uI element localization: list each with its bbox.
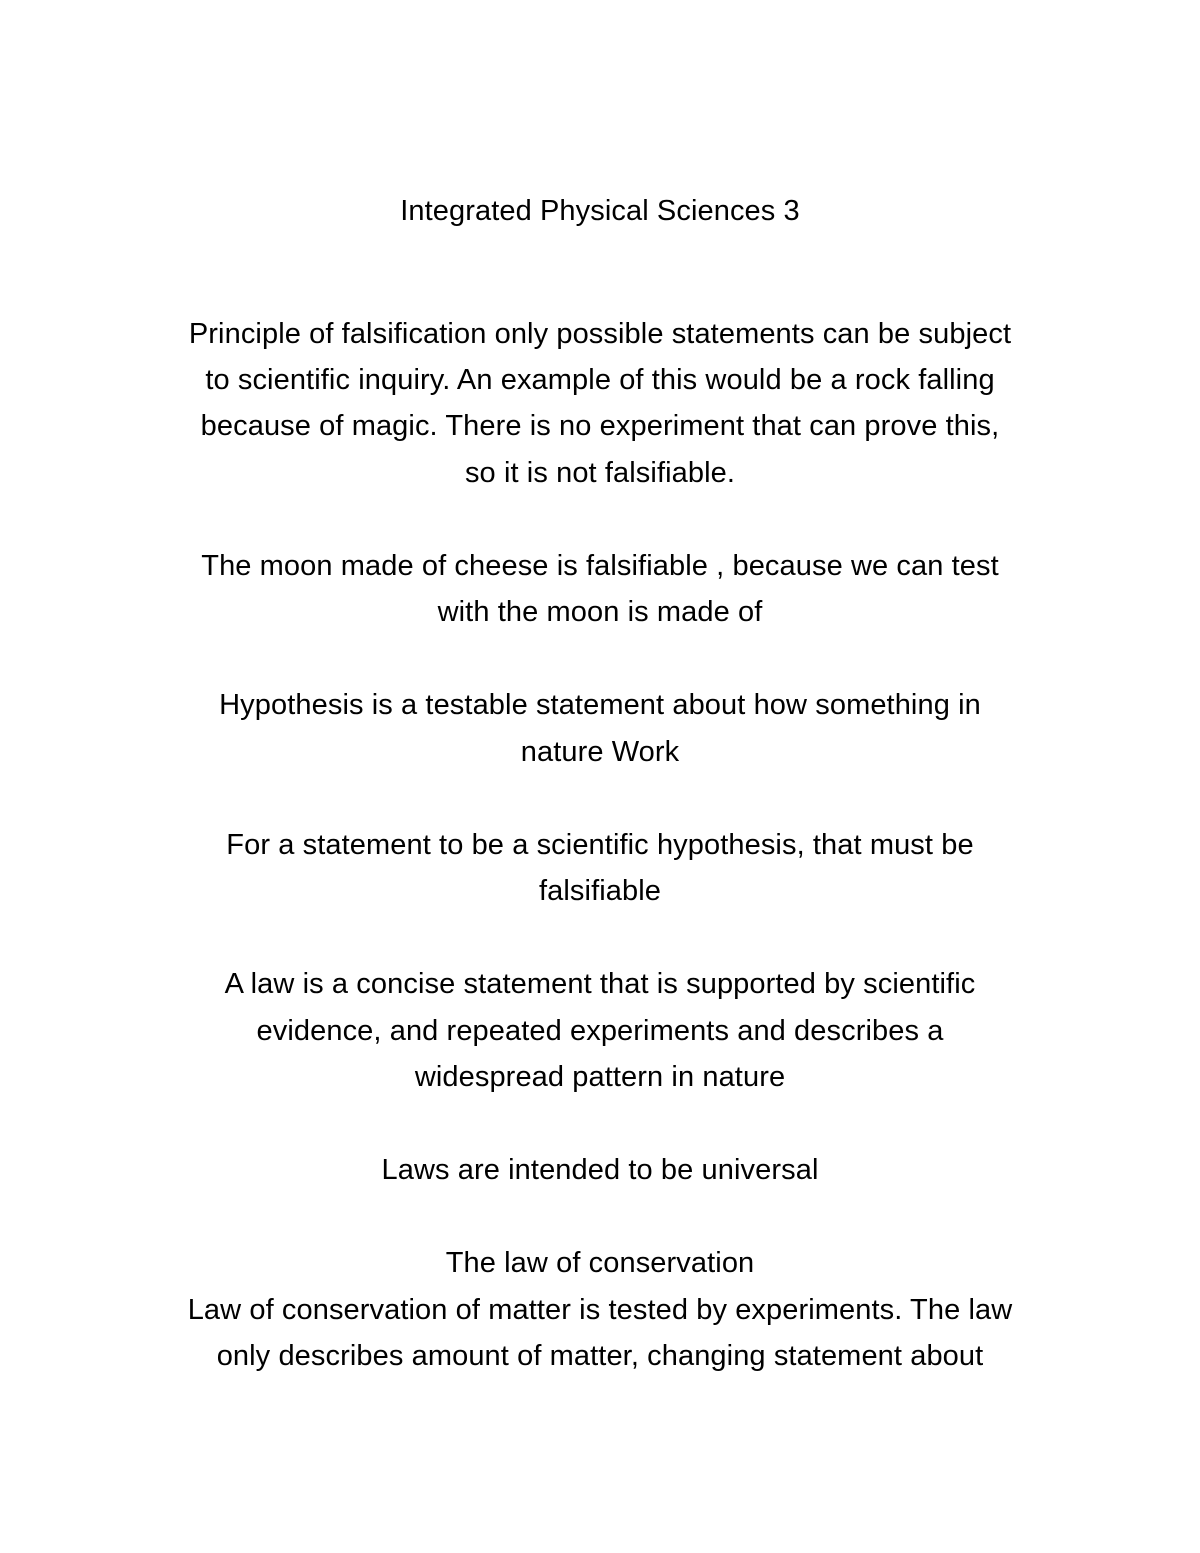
paragraph-line: because of magic. There is no experiment that can prove this,	[200, 410, 1000, 442]
paragraph-line: falsifiable	[539, 875, 661, 907]
paragraph-line: widespread pattern in nature	[414, 1061, 786, 1093]
paragraph-line: so it is not falsifiable.	[464, 457, 736, 489]
paragraph-line: For a statement to be a scientific hypothesis, that must be	[226, 829, 974, 861]
paragraph-line: nature Work	[520, 736, 680, 768]
paragraph-line: to scientific inquiry. An example of this would be a rock falling	[205, 364, 995, 396]
paragraph-line: Hypothesis is a testable statement about how something in	[219, 689, 981, 721]
paragraph-line: only describes amount of matter, changing statement about	[216, 1340, 984, 1372]
paragraph-line: Laws are intended to be universal	[381, 1154, 819, 1186]
paragraph-line: Principle of falsification only possible statements can be subject	[188, 318, 1012, 350]
paragraph-line: evidence, and repeated experiments and describes a	[256, 1015, 944, 1047]
paragraph-line: The moon made of cheese is falsifiable , because we can test	[201, 550, 999, 582]
document-title: Integrated Physical Sciences 3	[400, 195, 800, 227]
paragraph-line: A law is a concise statement that is supported by scientific	[224, 968, 976, 1000]
paragraph-line: Law of conservation of matter is tested by experiments. The law	[187, 1294, 1013, 1326]
paragraph-line: with the moon is made of	[437, 596, 763, 628]
paragraph-line: The law of conservation	[445, 1247, 755, 1279]
